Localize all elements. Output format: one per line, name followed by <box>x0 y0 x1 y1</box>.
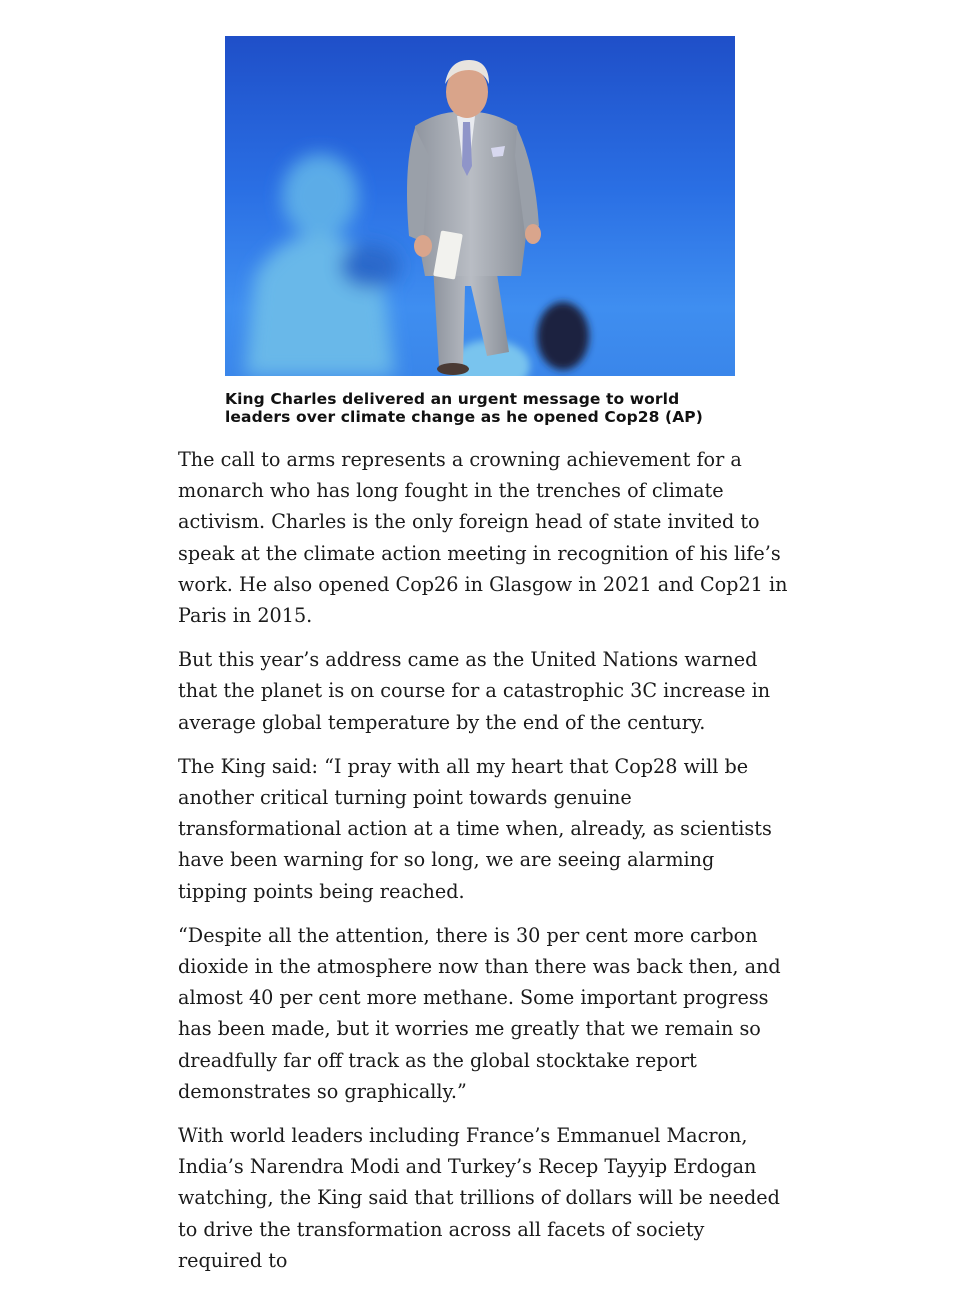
article-body <box>178 444 788 1289</box>
article-paragraph-1: The call to arms represents a crowning achievement for a monarch who has long fought in the trenches of climate activism. Charles is the only foreign head of state invited to speak at the climate action meeting in recognition of his life’s work. He also opened Cop26 in Glasgow in 2021 and Cop21 in Paris in 2015. <box>178 448 788 628</box>
article-photo <box>225 36 735 376</box>
article-paragraph-3: The King said: “I pray with all my heart that Cop28 will be another critical turning point towards genuine transformational action at a time when, already, as scientists have been warning for so long, we are seeing alarming tipping points being reached. <box>178 754 772 903</box>
article-paragraph-4: “Despite all the attention, there is 30 per cent more carbon dioxide in the atmosphere now than there was back then, and almost 40 per cent more methane. Some important progress has been made, but it worries me greatly that we remain so dreadfully far off track as the global stocktake report demonstrates so graphically.” <box>178 923 781 1103</box>
photo-caption: King Charles delivered an urgent message to world leaders over climate change as he opened Cop28 (AP) <box>225 390 703 426</box>
photo-illustration <box>225 36 735 376</box>
article-paragraph-5: With world leaders including France’s Emmanuel Macron, India’s Narendra Modi and Turkey’s Recep Tayyip Erdogan watching, the King said that trillions of dollars will be needed to drive the transformation across all facets of society required to <box>178 1124 780 1272</box>
article-paragraph-2: But this year’s address came as the United Nations warned that the planet is on course for a catastrophic 3C increase in average global temperature by the end of the century. <box>178 648 771 734</box>
article-figure <box>225 36 735 426</box>
